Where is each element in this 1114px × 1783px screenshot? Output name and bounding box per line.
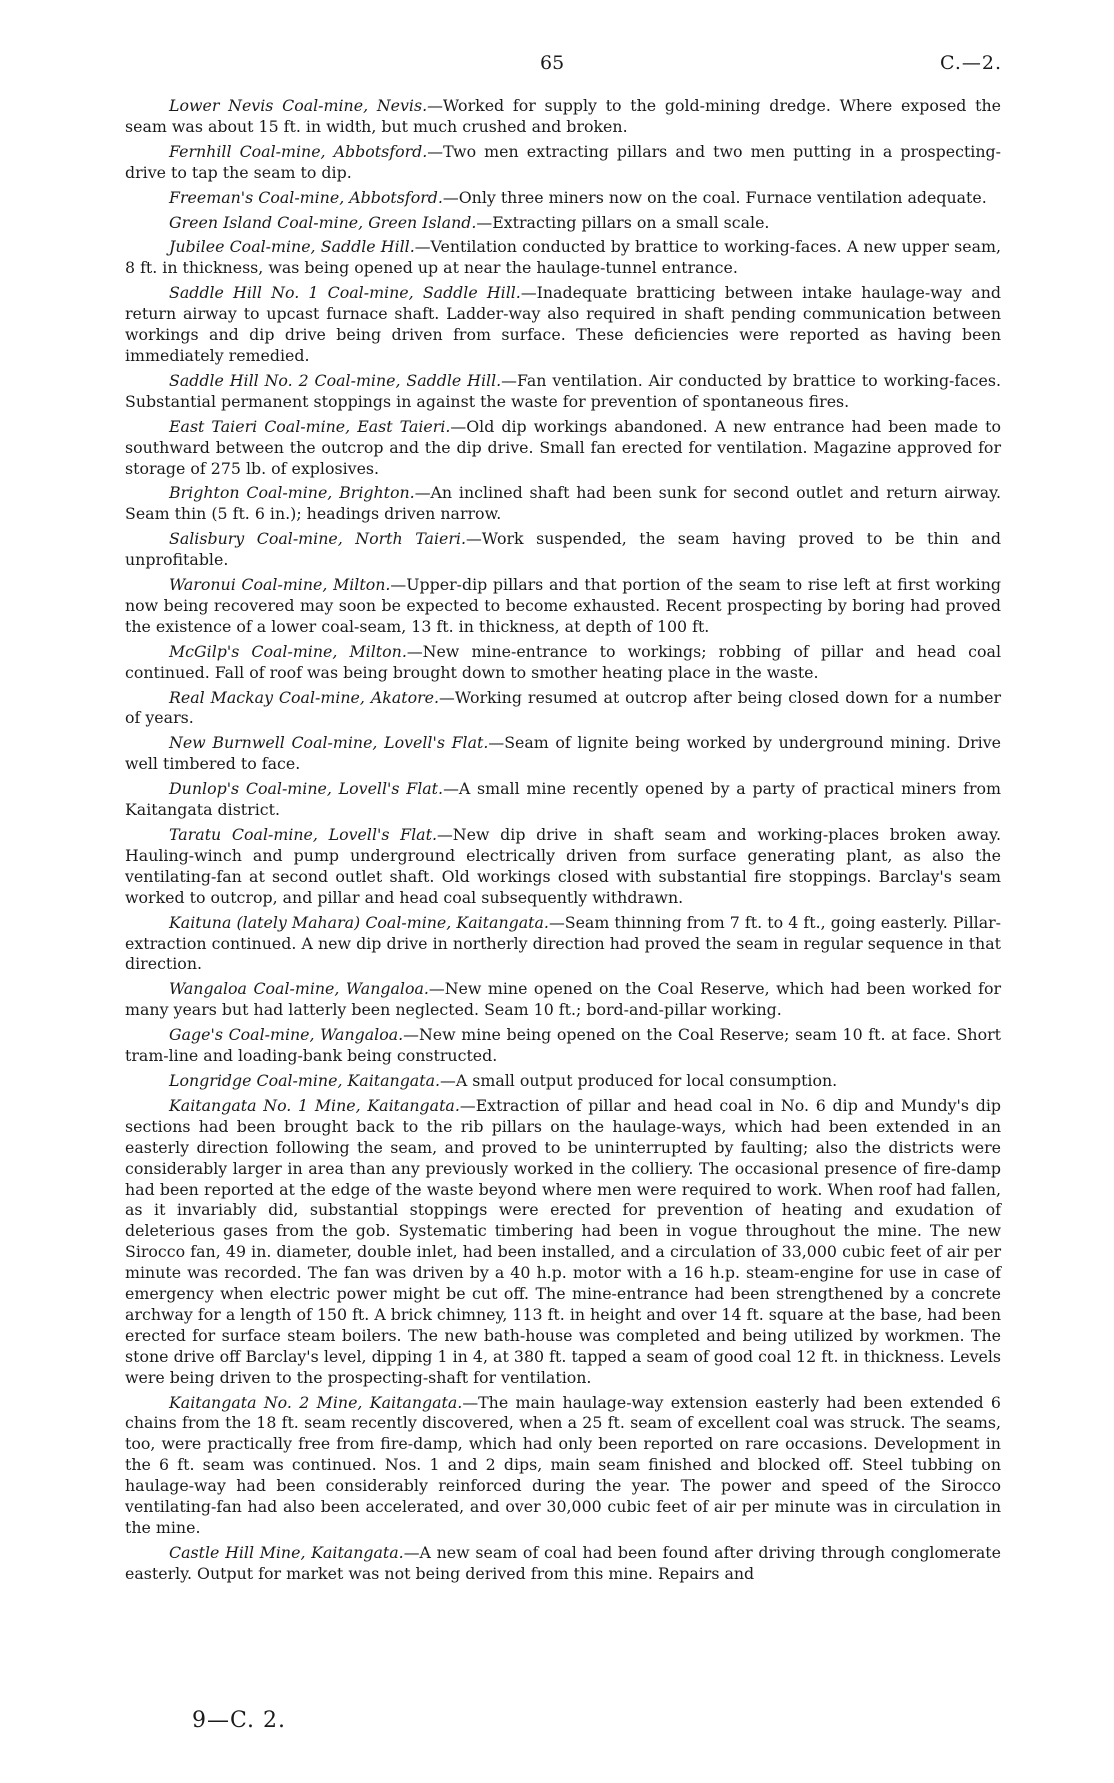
mine-report-paragraph: [125, 1025, 1001, 1067]
mine-name-heading: Longridge Coal-mine, Kaitangata.: [169, 1070, 441, 1090]
mine-name-heading: Brighton Coal-mine, Brighton.: [169, 483, 415, 503]
mine-name-heading: Castle Hill Mine, Kaitangata.: [169, 1542, 404, 1562]
mine-name-heading: New Burnwell Coal-mine, Lovell's Flat.: [169, 733, 489, 753]
mine-report-text: —Work suspended, the seam having proved to be thin and unprofitable.: [125, 529, 1001, 570]
mine-name-heading: Gage's Coal-mine, Wangaloa.: [169, 1025, 404, 1045]
mine-report-paragraph: [125, 825, 1001, 909]
mine-report-paragraph: [125, 96, 1001, 138]
mine-report-text: —Ventilation conducted by brattice to working-faces. A new upper seam, 8 ft. in thickness, was being opened up at near the haulage-tunnel entrance.: [125, 237, 1001, 278]
mine-report-text: —An inclined shaft had been sunk for second outlet and return airway. Seam thin (5 ft. 6 in.); headings driven narrow.: [125, 483, 1002, 524]
mine-report-paragraph: [125, 1071, 1001, 1092]
mine-report-paragraph: [125, 237, 1001, 279]
mine-name-heading: East Taieri Coal-mine, East Taieri.: [169, 416, 451, 436]
mine-name-heading: Kaitangata No. 2 Mine, Kaitangata.: [169, 1392, 463, 1412]
mine-report-text: —New dip drive in shaft seam and working-places broken away. Hauling-winch and pump underground electrically driven from surface generating plant, as also the ventilating-fan at second outlet shaft. Old workings closed with substantial fire stoppings. Barclay's seam worked to outcrop, and pillar and head coal subsequently withdrawn.: [125, 825, 1001, 907]
mine-report-paragraph: [125, 213, 1001, 234]
page-number: 65: [540, 52, 565, 74]
mine-report-text: —Two men extracting pillars and two men putting in a prospecting-drive to tap the seam to dip.: [125, 141, 1001, 182]
mine-report-paragraph: [125, 483, 1001, 525]
mine-name-heading: Salisbury Coal-mine, North Taieri.: [169, 529, 466, 549]
mine-name-heading: Lower Nevis Coal-mine, Nevis.: [169, 96, 428, 115]
mine-name-heading: Green Island Coal-mine, Green Island.: [169, 212, 477, 232]
mine-report-paragraph: [125, 913, 1001, 976]
mine-name-heading: McGilp's Coal-mine, Milton.: [169, 641, 407, 661]
mine-report-paragraph: [125, 283, 1001, 367]
mine-name-heading: Taratu Coal-mine, Lovell's Flat.: [169, 825, 437, 844]
mine-report-text: —Seam of lignite being worked by underground mining. Drive well timbered to face.: [125, 733, 1001, 774]
mine-name-heading: Wangaloa Coal-mine, Wangaloa.: [169, 979, 429, 999]
mine-report-paragraph: [125, 779, 1001, 821]
mine-name-heading: Kaitangata No. 1 Mine, Kaitangata.: [169, 1095, 460, 1115]
mine-report-paragraph: [125, 642, 1001, 684]
mine-report-paragraph: [125, 142, 1001, 184]
mine-report-text: —Extracting pillars on a small scale.: [476, 212, 770, 232]
mine-name-heading: Saddle Hill No. 2 Coal-mine, Saddle Hill.: [169, 370, 502, 390]
mine-report-text: —Inadequate bratticing between intake haulage-way and return airway to upcast furnace shaft. Ladder-way also required in shaft pending communication between workings and dip drive being driven from surface. These deficiencies were reported as having been immediately remedied.: [125, 283, 1001, 365]
mine-report-paragraph: [125, 529, 1001, 571]
mine-report-text: —New mine-entrance to workings; robbing of pillar and head coal continued. Fall of roof was being brought down to smother heating place in the waste.: [125, 641, 1001, 682]
mine-report-paragraph: [125, 733, 1001, 775]
mine-report-text: —The main haulage-way extension easterly had been extended 6 chains from the 18 ft. seam recently discovered, when a 25 ft. seam of excellent coal was struck. The seams, too, were practically free from fire-damp, which had only been reported on rare occasions. Development in the 6 ft. seam was continued. Nos. 1 and 2 dips, main seam finished and blocked off. Steel tubbing on haulage-way had been considerably reinforced during the year. The power and speed of the Sirocco ventilating-fan had also been accelerated, and over 30,000 cubic feet of air per minute was in circulation in the mine.: [125, 1392, 1001, 1537]
mine-report-text: —Upper-dip pillars and that portion of the seam to rise left at first working now being recovered may soon be expected to become exhausted. Recent prospecting by boring had proved the existence of a lower coal-seam, 13 ft. in thickness, at depth of 100 ft.: [125, 575, 1001, 636]
mine-name-heading: Jubilee Coal-mine, Saddle Hill.: [169, 237, 415, 257]
mine-report-paragraph: [125, 575, 1001, 638]
mine-report-paragraph: [125, 979, 1001, 1021]
mine-report-paragraph: [125, 1543, 1001, 1585]
document-body: [125, 96, 1001, 1589]
footer-signature: 9—C. 2.: [192, 1708, 287, 1733]
mine-report-text: —Seam thinning from 7 ft. to 4 ft., going easterly. Pillar-extraction continued. A new dip drive in northerly direction had proved the seam in regular sequence in that direction.: [125, 912, 1002, 974]
mine-name-heading: Real Mackay Coal-mine, Akatore.: [169, 687, 440, 707]
mine-report-paragraph: [125, 1096, 1001, 1389]
mine-report-text: —Only three miners now on the coal. Furnace ventilation adequate.: [442, 187, 987, 207]
mine-name-heading: Waronui Coal-mine, Milton.: [169, 575, 391, 595]
mine-name-heading: Saddle Hill No. 1 Coal-mine, Saddle Hill.: [169, 283, 521, 303]
mine-report-paragraph: [125, 371, 1001, 413]
mine-name-heading: Fernhill Coal-mine, Abbotsford.: [169, 141, 428, 161]
mine-report-text: —A small output produced for local consumption.: [440, 1070, 838, 1090]
mine-report-text: —A small mine recently opened by a party of practical miners from Kaitangata district.: [125, 779, 1002, 820]
mine-report-text: —A new seam of coal had been found after driving through conglomerate easterly. Output for market was not being derived from this mine. Repairs and: [125, 1542, 1001, 1583]
mine-report-text: —Working resumed at outcrop after being closed down for a number of years.: [125, 687, 1001, 728]
mine-report-text: —New mine opened on the Coal Reserve, which had been worked for many years but had latterly been neglected. Seam 10 ft.; bord-and-pillar working.: [125, 979, 1002, 1020]
mine-report-text: —Extraction of pillar and head coal in No. 6 dip and Mundy's dip sections had been brought back to the rib pillars on the haulage-ways, which had been extended in an easterly direction following the seam, and proved to be uninterrupted by faulting; also the districts were considerably larger in area than any previously worked in the colliery. The occasional presence of fire-damp had been reported at the edge of the waste beyond where men were required to work. When roof had fallen, as it invariably did, substantial stoppings were erected for prevention of heating and exudation of deleterious gases from the gob. Systematic timbering had been in vogue throughout the mine. The new Sirocco fan, 49 in. diameter, double inlet, had been installed, and a circulation of 33,000 cubic feet of air per minute was recorded. The fan was driven by a 40 h.p. motor with a 16 h.p. steam-engine for use in case of emergency when electric power might be cut off. The mine-entrance had been strengthened by a concrete archway for a length of 150 ft. A brick chimney, 113 ft. in height and over 14 ft. square at the base, had been erected for surface steam boilers. The new bath-house was completed and being utilized by workmen. The stone drive off Barclay's level, dipping 1 in 4, at 380 ft. tapped a seam of good coal 12 ft. in thickness. Levels were being driven to the prospecting-shaft for ventilation.: [125, 1095, 1001, 1387]
mine-name-heading: Freeman's Coal-mine, Abbotsford.: [169, 187, 443, 207]
mine-report-paragraph: [125, 417, 1001, 480]
report-reference: C.—2.: [939, 52, 1002, 74]
mine-report-text: —Worked for supply to the gold-mining dredge. Where exposed the seam was about 15 ft. in width, but much crushed and broken.: [125, 96, 1001, 136]
mine-report-paragraph: [125, 188, 1001, 209]
mine-name-heading: Dunlop's Coal-mine, Lovell's Flat.: [169, 779, 444, 799]
mine-report-paragraph: [125, 688, 1001, 730]
mine-report-text: —Fan ventilation. Air conducted by brattice to working-faces. Substantial permanent stoppings in against the waste for prevention of spontaneous fires.: [125, 370, 1001, 411]
mine-report-paragraph: [125, 1393, 1001, 1539]
mine-report-text: —New mine being opened on the Coal Reserve; seam 10 ft. at face. Short tram-line and loading-bank being constructed.: [125, 1025, 1002, 1066]
mine-name-heading: Kaituna (lately Mahara) Coal-mine, Kaitangata.: [169, 912, 549, 932]
mine-report-text: —Old dip workings abandoned. A new entrance had been made to southward between the outcrop and the dip drive. Small fan erected for ventilation. Magazine approved for storage of 275 lb. of explosives.: [125, 416, 1001, 478]
